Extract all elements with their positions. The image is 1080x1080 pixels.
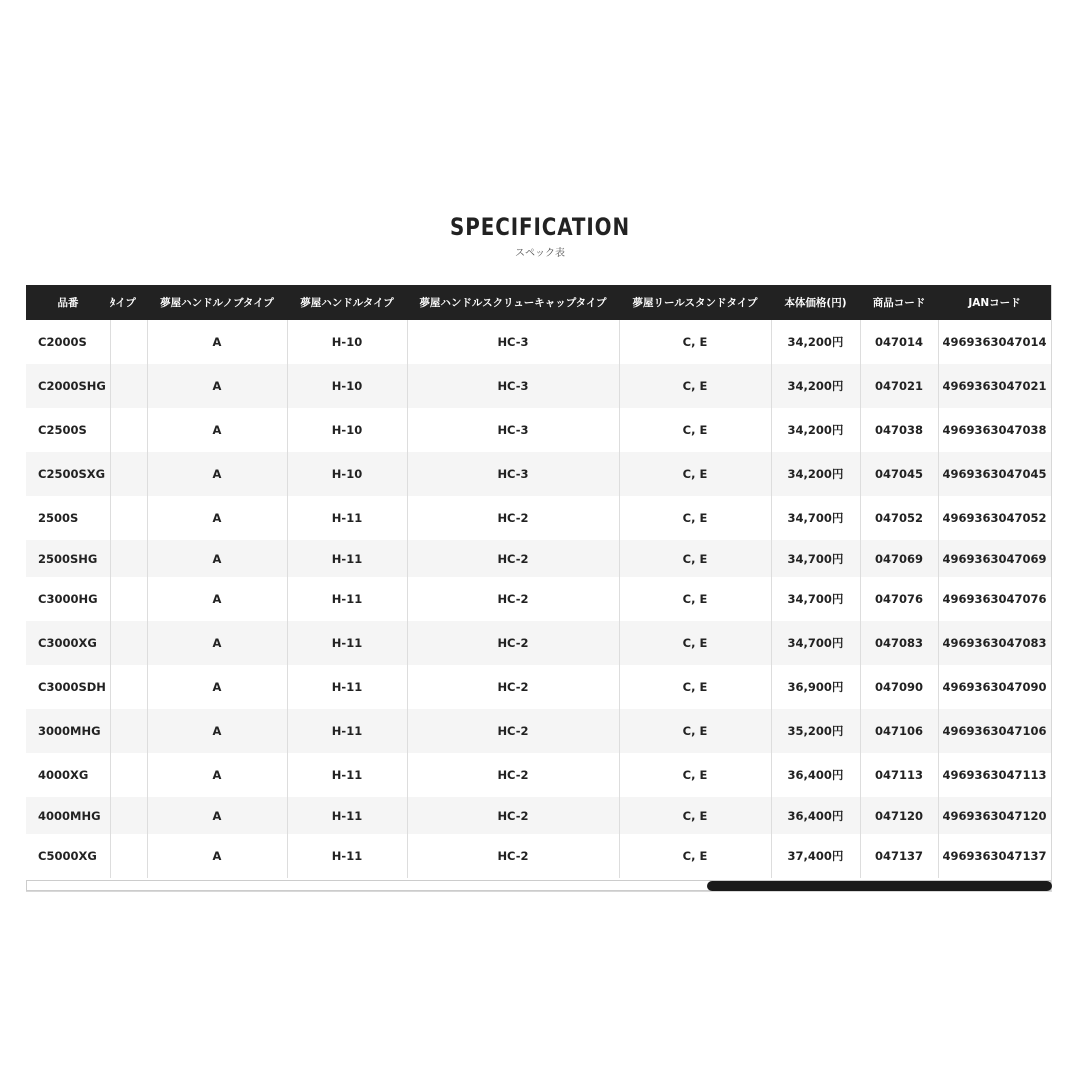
table-cell: 047052 xyxy=(860,496,938,540)
table-cell: 4969363047137 xyxy=(938,834,1051,878)
spec-table-scroll-container[interactable] xyxy=(26,285,1052,892)
column-header: 夢屋ハンドルノブタイプ xyxy=(147,285,287,320)
table-cell: HC-2 xyxy=(407,709,619,753)
table-cell: 34,700円 xyxy=(771,540,860,577)
model-number-cell: 4000MHG xyxy=(26,797,110,834)
table-cell: H-11 xyxy=(287,797,407,834)
table-row xyxy=(26,621,1051,665)
table-cell xyxy=(110,834,147,878)
table-cell: A xyxy=(147,452,287,496)
table-cell: HC-3 xyxy=(407,320,619,364)
table-row xyxy=(26,320,1051,364)
model-number-cell: C3000SDH xyxy=(26,665,110,709)
table-cell: A xyxy=(147,665,287,709)
table-cell: 34,700円 xyxy=(771,496,860,540)
horizontal-scrollbar[interactable] xyxy=(26,880,1051,891)
table-cell: 047038 xyxy=(860,408,938,452)
table-cell: 34,700円 xyxy=(771,577,860,621)
table-cell: 4969363047090 xyxy=(938,665,1051,709)
column-header: 夢屋ハンドルスクリューキャップタイプ xyxy=(407,285,619,320)
table-cell xyxy=(110,797,147,834)
table-cell: H-11 xyxy=(287,709,407,753)
table-cell: 047045 xyxy=(860,452,938,496)
table-cell: H-11 xyxy=(287,496,407,540)
table-cell: 047090 xyxy=(860,665,938,709)
table-cell: HC-2 xyxy=(407,540,619,577)
table-cell: HC-2 xyxy=(407,834,619,878)
table-cell: 36,400円 xyxy=(771,753,860,797)
table-cell: H-11 xyxy=(287,621,407,665)
table-cell: C, E xyxy=(619,452,771,496)
model-number-cell: C3000HG xyxy=(26,577,110,621)
table-cell: A xyxy=(147,408,287,452)
table-cell: H-10 xyxy=(287,408,407,452)
table-body xyxy=(26,320,1051,878)
table-cell xyxy=(110,540,147,577)
table-cell: H-11 xyxy=(287,665,407,709)
table-cell: 34,200円 xyxy=(771,364,860,408)
table-row xyxy=(26,709,1051,753)
section-title: SPECIFICATION xyxy=(449,213,631,241)
table-cell xyxy=(110,709,147,753)
table-cell xyxy=(110,753,147,797)
table-cell: 4969363047014 xyxy=(938,320,1051,364)
table-cell: 4969363047083 xyxy=(938,621,1051,665)
table-cell: C, E xyxy=(619,496,771,540)
table-cell: 047137 xyxy=(860,834,938,878)
table-cell: 35,200円 xyxy=(771,709,860,753)
table-cell: C, E xyxy=(619,364,771,408)
table-cell: HC-3 xyxy=(407,364,619,408)
table-cell: 047113 xyxy=(860,753,938,797)
table-cell: H-11 xyxy=(287,753,407,797)
table-cell: H-10 xyxy=(287,364,407,408)
table-cell xyxy=(110,621,147,665)
table-cell: H-11 xyxy=(287,834,407,878)
table-row xyxy=(26,364,1051,408)
table-row xyxy=(26,452,1051,496)
table-cell: A xyxy=(147,320,287,364)
model-number-cell: 4000XG xyxy=(26,753,110,797)
horizontal-scrollbar-thumb[interactable] xyxy=(707,881,1052,891)
table-cell: HC-2 xyxy=(407,577,619,621)
table-cell: 36,900円 xyxy=(771,665,860,709)
table-cell: 34,700円 xyxy=(771,621,860,665)
table-cell: 047021 xyxy=(860,364,938,408)
table-cell: C, E xyxy=(619,709,771,753)
column-header: ﾀイプ xyxy=(110,285,147,320)
table-cell xyxy=(110,364,147,408)
table-row xyxy=(26,496,1051,540)
table-cell xyxy=(110,665,147,709)
table-cell: HC-2 xyxy=(407,753,619,797)
table-cell: A xyxy=(147,709,287,753)
table-row xyxy=(26,665,1051,709)
table-cell: 34,200円 xyxy=(771,452,860,496)
table-cell: C, E xyxy=(619,665,771,709)
table-cell: 047014 xyxy=(860,320,938,364)
table-cell: 047076 xyxy=(860,577,938,621)
table-cell: C, E xyxy=(619,621,771,665)
table-cell: 047120 xyxy=(860,797,938,834)
table-cell: 4969363047076 xyxy=(938,577,1051,621)
table-row xyxy=(26,834,1051,878)
table-cell: 4969363047052 xyxy=(938,496,1051,540)
column-header: 商品コード xyxy=(860,285,938,320)
model-number-cell: 2500S xyxy=(26,496,110,540)
table-cell xyxy=(110,496,147,540)
model-number-cell: C2000S xyxy=(26,320,110,364)
model-number-cell: C5000XG xyxy=(26,834,110,878)
table-cell: HC-2 xyxy=(407,665,619,709)
column-header: 夢屋リールスタンドタイプ xyxy=(619,285,771,320)
table-cell: 4969363047038 xyxy=(938,408,1051,452)
section-subtitle: スペック表 xyxy=(515,248,565,259)
table-cell: C, E xyxy=(619,797,771,834)
table-cell: 34,200円 xyxy=(771,408,860,452)
table-cell: 4969363047045 xyxy=(938,452,1051,496)
table-row xyxy=(26,797,1051,834)
table-cell: A xyxy=(147,496,287,540)
table-cell: HC-2 xyxy=(407,496,619,540)
table-cell: A xyxy=(147,364,287,408)
table-cell: 37,400円 xyxy=(771,834,860,878)
table-cell: A xyxy=(147,540,287,577)
table-cell: 4969363047106 xyxy=(938,709,1051,753)
section-heading xyxy=(0,212,1080,259)
table-cell: H-10 xyxy=(287,452,407,496)
table-row xyxy=(26,577,1051,621)
table-cell xyxy=(110,320,147,364)
model-number-cell: C2500SXG xyxy=(26,452,110,496)
table-cell: 36,400円 xyxy=(771,797,860,834)
table-cell: C, E xyxy=(619,577,771,621)
model-number-cell: 2500SHG xyxy=(26,540,110,577)
table-cell: H-11 xyxy=(287,577,407,621)
table-cell: A xyxy=(147,797,287,834)
column-header: 品番 xyxy=(26,285,110,320)
table-cell: HC-2 xyxy=(407,797,619,834)
table-cell: 047106 xyxy=(860,709,938,753)
model-number-cell: C2000SHG xyxy=(26,364,110,408)
table-cell xyxy=(110,577,147,621)
table-cell: 4969363047069 xyxy=(938,540,1051,577)
table-cell: 047083 xyxy=(860,621,938,665)
table-row xyxy=(26,753,1051,797)
table-cell: 4969363047021 xyxy=(938,364,1051,408)
column-header: 夢屋ハンドルタイプ xyxy=(287,285,407,320)
table-cell: C, E xyxy=(619,320,771,364)
table-cell: A xyxy=(147,621,287,665)
table-cell: A xyxy=(147,753,287,797)
table-cell: 4969363047113 xyxy=(938,753,1051,797)
table-header-row xyxy=(26,285,1051,320)
table-cell: A xyxy=(147,577,287,621)
table-cell: 4969363047120 xyxy=(938,797,1051,834)
table-cell: H-10 xyxy=(287,320,407,364)
table-cell: C, E xyxy=(619,540,771,577)
table-cell: HC-2 xyxy=(407,621,619,665)
table-cell: C, E xyxy=(619,834,771,878)
spec-table xyxy=(26,285,1052,878)
table-cell: 34,200円 xyxy=(771,320,860,364)
table-cell: C, E xyxy=(619,753,771,797)
model-number-cell: C2500S xyxy=(26,408,110,452)
table-cell: 047069 xyxy=(860,540,938,577)
table-cell: H-11 xyxy=(287,540,407,577)
table-cell xyxy=(110,408,147,452)
table-row xyxy=(26,408,1051,452)
table-cell: C, E xyxy=(619,408,771,452)
table-cell: HC-3 xyxy=(407,452,619,496)
model-number-cell: C3000XG xyxy=(26,621,110,665)
column-header: 本体価格(円) xyxy=(771,285,860,320)
table-cell xyxy=(110,452,147,496)
table-cell: HC-3 xyxy=(407,408,619,452)
model-number-cell: 3000MHG xyxy=(26,709,110,753)
table-cell: A xyxy=(147,834,287,878)
column-header: JANコード xyxy=(938,285,1051,320)
table-row xyxy=(26,540,1051,577)
